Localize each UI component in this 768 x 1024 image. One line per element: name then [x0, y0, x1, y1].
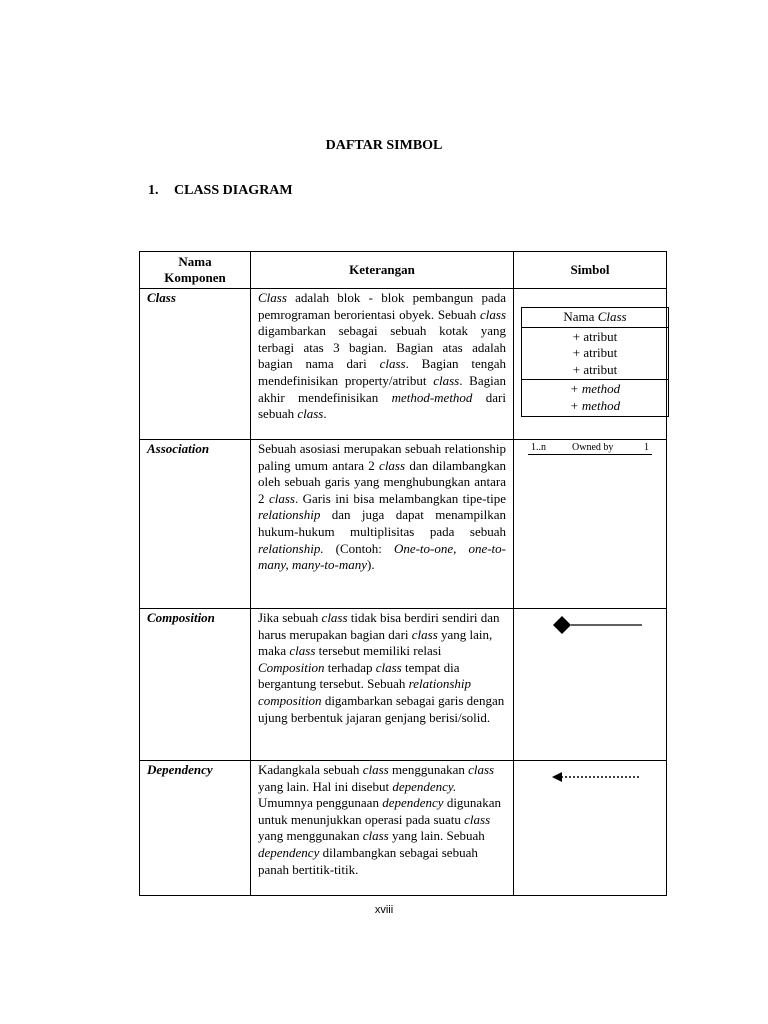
component-symbol [514, 440, 667, 609]
class-box-attribute: + atribut [572, 328, 618, 344]
header-name [140, 252, 251, 289]
section-number: 1. [148, 183, 159, 198]
association-line [528, 454, 652, 455]
component-description: Jika sebuah class tidak bisa berdiri sendiri dan harus merupakan bagian dari class yang lain, maka class tersebut memiliki relasi Composition terhadap class tempat dia bergantung tersebut. Sebuah relationship composition digambarkan sebagai garis dengan ujung berbentuk jajaran genjang berisi/solid. [251, 609, 514, 761]
component-description: Class adalah blok - blok pembangun pada pemrograman berorientasi obyek. Sebuah class digambarkan sebagai sebuah kotak yang terbagi atas 3 bagian. Bagian atas adalah bagian nama dari class. Bagian tengah mendefinisikan property/atribut class. Bagian akhir mendefinisikan method-method dari sebuah class. [251, 289, 514, 440]
class-box-methods [522, 380, 668, 415]
component-symbol [514, 761, 667, 896]
association-multiplicity-left: 1..n [531, 442, 546, 453]
component-name: Class [140, 289, 251, 440]
dependency-symbol [521, 762, 674, 792]
class-box-attribute: + atribut [572, 361, 618, 377]
class-box-method: + method [569, 397, 621, 413]
association-symbol [528, 441, 652, 455]
class-box-attributes [522, 328, 668, 381]
header-symbol: Simbol [514, 252, 667, 289]
table-row [140, 609, 667, 761]
component-symbol [514, 289, 667, 440]
table-header-row [140, 252, 667, 289]
component-description: Kadangkala sebuah class menggunakan class yang lain. Hal ini disebut dependency. Umumnya penggunaan dependency digunakan untuk menunjukkan operasi pada suatu class yang menggunakan class yang lain. Sebuah dependency dilambangkan sebagai sebuah panah bertitik-titik. [251, 761, 514, 896]
class-box-attribute: + atribut [572, 345, 618, 361]
component-name: Dependency [140, 761, 251, 896]
composition-diamond-icon [553, 616, 571, 634]
component-description: Sebuah asosiasi merupakan sebuah relationship paling umum antara 2 class dan dilambangkan oleh sebuah garis yang menghubungkan antara 2 class. Garis ini bisa melambangkan tipe-tipe relationship dan juga dapat menampilkan hukum-hukum multiplisitas pada sebuah relationship. (Contoh: One-to-one, one-to-many, many-to-many). [251, 440, 514, 609]
dependency-arrowhead-icon [552, 772, 562, 782]
table-row [140, 761, 667, 896]
association-multiplicity-right: 1 [644, 442, 649, 453]
component-name: Association [140, 440, 251, 609]
header-name-line1: Nama [178, 254, 212, 269]
table-row [140, 440, 667, 609]
page-title: DAFTAR SIMBOL [325, 138, 443, 153]
association-label: Owned by [572, 442, 614, 453]
class-box-symbol [521, 307, 669, 417]
class-box-name: Nama Class [522, 308, 668, 328]
header-description: Keterangan [251, 252, 514, 289]
component-symbol [514, 609, 667, 761]
section-heading [148, 183, 293, 199]
page-number: xviii [374, 904, 394, 916]
header-name-line2: Komponen [164, 270, 226, 285]
table-row [140, 289, 667, 440]
component-name: Composition [140, 609, 251, 761]
class-box-method: + method [569, 381, 621, 397]
symbol-table [139, 251, 667, 896]
composition-symbol [521, 610, 674, 640]
section-title: CLASS DIAGRAM [174, 183, 293, 198]
